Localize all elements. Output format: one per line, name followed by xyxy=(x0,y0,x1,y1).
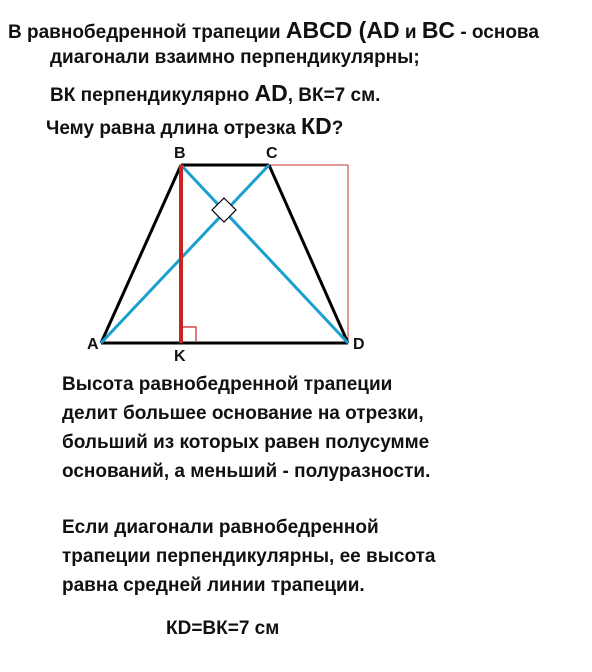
problem-line-2: диагонали взаимно перпендикулярны; xyxy=(50,47,420,68)
solution-p2-line-3: равна средней линии трапеции. xyxy=(62,575,365,596)
leg-cd xyxy=(269,165,348,343)
label-point-d: D xyxy=(353,336,365,353)
solution-p1-line-2: делит большее основание на отрезки, xyxy=(62,403,424,424)
solution-p1-line-3: больший из которых равен полусумме xyxy=(62,432,430,453)
problem-line-3: ВК перпендикулярно AD, ВК=7 см. xyxy=(50,80,381,106)
solution-p2-line-1: Если диагонали равнобедренной xyxy=(62,517,379,538)
diagonal-ac xyxy=(101,165,269,343)
problem-line-4: Чему равна длина отрезка КD? xyxy=(46,113,344,139)
problem-line-1: В равнобедренной трапеции ABCD (AD и BC - основа xyxy=(8,17,539,43)
height-right-angle-marker xyxy=(183,327,196,341)
solution-p2-line-2: трапеции перпендикулярны, ее высота xyxy=(62,546,436,567)
answer: КD=ВК=7 см xyxy=(166,618,280,639)
label-point-k: K xyxy=(174,348,186,365)
label-point-c: C xyxy=(266,145,278,162)
label-point-a: A xyxy=(87,336,99,353)
solution-p1-line-1: Высота равнобедренной трапеции xyxy=(62,374,393,395)
diagonal-bd xyxy=(181,165,348,343)
leg-ab xyxy=(101,165,181,343)
label-point-b: B xyxy=(174,145,186,162)
solution-p1-line-4: оснований, а меньший - полуразности. xyxy=(62,461,431,482)
